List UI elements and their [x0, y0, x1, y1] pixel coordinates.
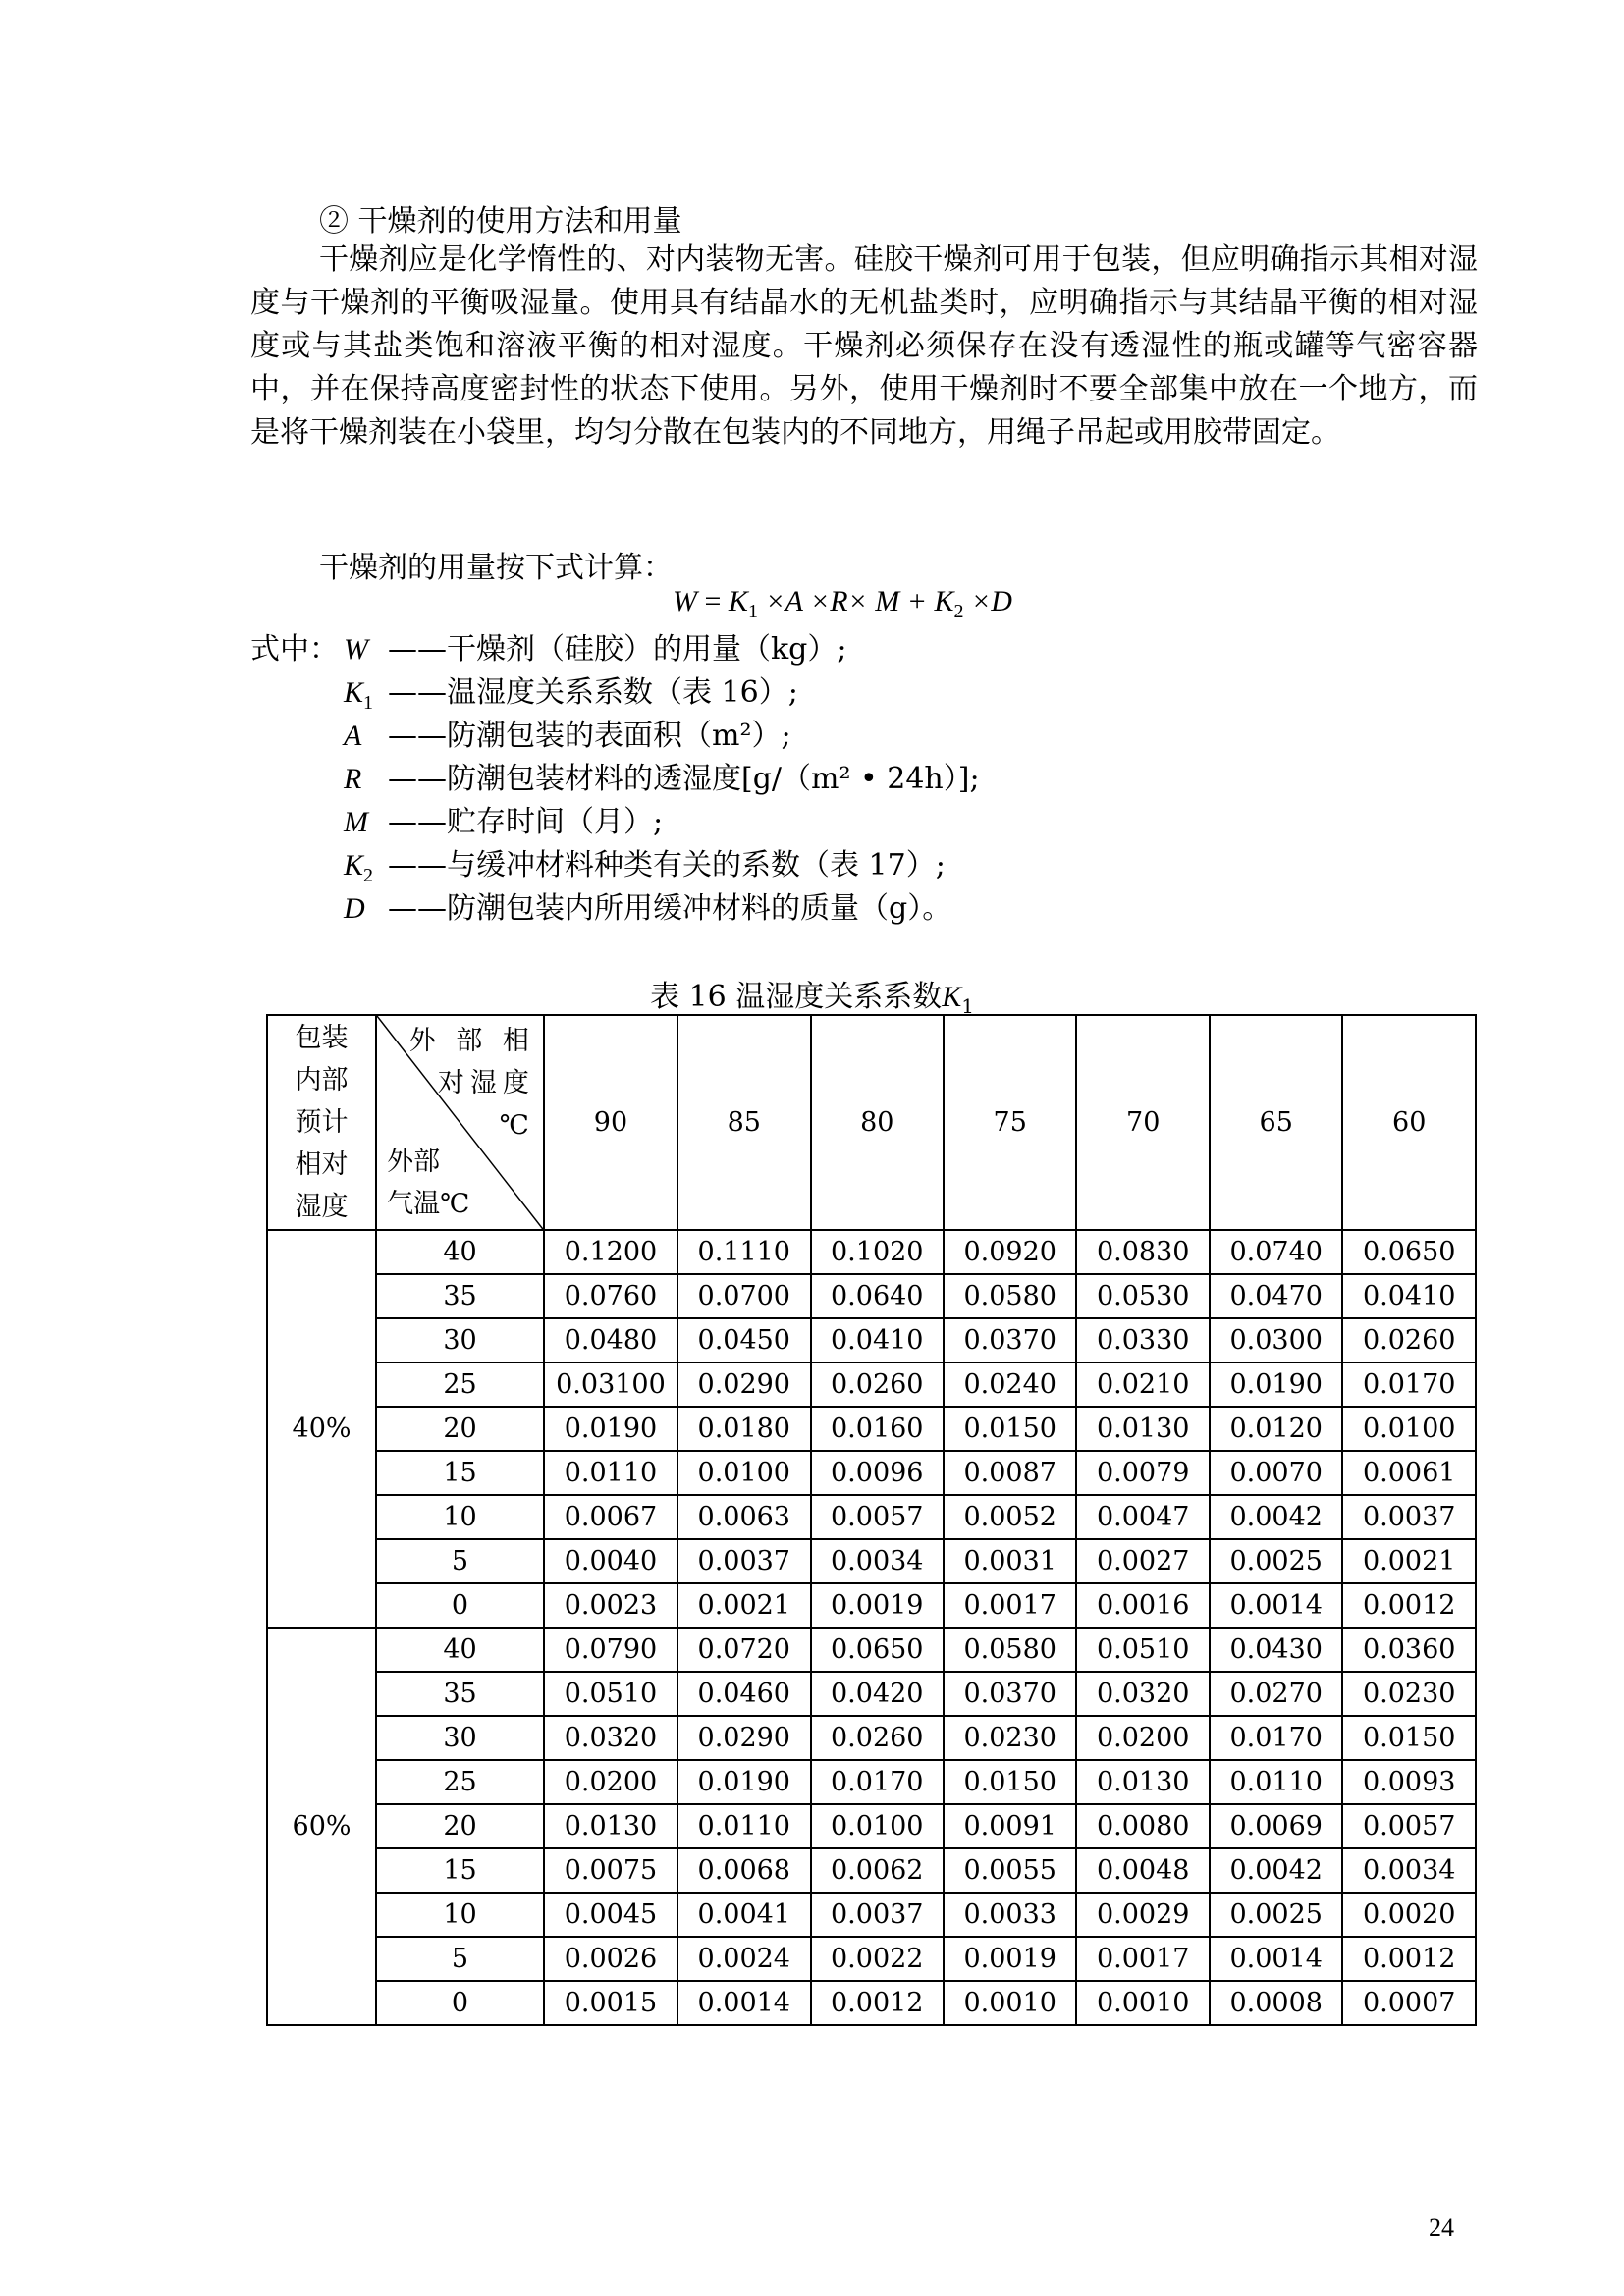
table-cell: 0.0029: [1076, 1893, 1209, 1937]
table-cell: 0.0034: [811, 1539, 944, 1583]
definition-row: [250, 671, 980, 715]
table-cell: 0.0024: [677, 1937, 810, 1981]
table-row: [267, 1848, 1476, 1893]
table-cell: 0.0830: [1076, 1230, 1209, 1274]
table-cell: 0.0037: [1342, 1495, 1476, 1539]
table-cell: 0.1200: [544, 1230, 677, 1274]
definition-lead: 式中：: [250, 632, 339, 667]
table-cell: 0.0270: [1210, 1672, 1342, 1716]
table-cell: 0.0460: [677, 1672, 810, 1716]
table-cell: 0.0093: [1342, 1760, 1476, 1804]
table-cell: 0.0200: [1076, 1716, 1209, 1760]
table-cell: 0.0017: [1076, 1937, 1209, 1981]
table-cell: 0.0070: [1210, 1451, 1342, 1495]
table-cell: 0.0014: [677, 1981, 810, 2025]
table-cell: 0.0017: [944, 1583, 1076, 1628]
definition-text: ——贮存时间（月）;: [388, 805, 664, 839]
table-cell: 0.1020: [811, 1230, 944, 1274]
table-cell: 0.0069: [1210, 1804, 1342, 1848]
table-cell: 0.0330: [1076, 1318, 1209, 1362]
row-temperature: 5: [376, 1539, 544, 1583]
table-cell: 0.0790: [544, 1628, 677, 1672]
table-cell: 0.0290: [677, 1362, 810, 1407]
table-cell: 0.0160: [811, 1407, 944, 1451]
table-cell: 0.0031: [944, 1539, 1076, 1583]
table-cell: 0.0580: [944, 1628, 1076, 1672]
table-cell: 0.0007: [1342, 1981, 1476, 2025]
table-row: [267, 1451, 1476, 1495]
row-temperature: 25: [376, 1362, 544, 1407]
table-cell: 0.0045: [544, 1893, 677, 1937]
definition-variable: D: [344, 892, 365, 925]
row-temperature: 30: [376, 1716, 544, 1760]
table-cell: 0.0110: [1210, 1760, 1342, 1804]
row-temperature: 35: [376, 1274, 544, 1318]
table-cell: 0.0320: [544, 1716, 677, 1760]
column-header-humidity: 70: [1076, 1015, 1209, 1230]
table-cell: 0.0720: [677, 1628, 810, 1672]
table-row: [267, 1628, 1476, 1672]
table-cell: 0.0190: [677, 1760, 810, 1804]
table-row: [267, 1937, 1476, 1981]
table-cell: 0.0650: [1342, 1230, 1476, 1274]
table-row: [267, 1760, 1476, 1804]
calculation-intro: 干燥剂的用量按下式计算：: [319, 551, 673, 585]
table-cell: 0.0087: [944, 1451, 1076, 1495]
table-cell: 0.0370: [944, 1672, 1076, 1716]
table-row: [267, 1274, 1476, 1318]
table-cell: 0.0130: [1076, 1760, 1209, 1804]
table-cell: 0.0760: [544, 1274, 677, 1318]
table-cell: 0.0410: [811, 1318, 944, 1362]
table-cell: 0.0650: [811, 1628, 944, 1672]
definition-row: [250, 628, 980, 671]
header-outer-temperature: 外部 气温℃: [387, 1147, 470, 1219]
column-header-humidity: 90: [544, 1015, 677, 1230]
table-cell: 0.0012: [1342, 1583, 1476, 1628]
table-cell: 0.0091: [944, 1804, 1076, 1848]
table-cell: 0.0740: [1210, 1230, 1342, 1274]
header-diagonal-cell: [376, 1015, 544, 1230]
table-cell: 0.0068: [677, 1848, 810, 1893]
group-label-humidity: 40%: [267, 1230, 376, 1628]
column-header-humidity: 80: [811, 1015, 944, 1230]
table-row: [267, 1716, 1476, 1760]
coefficient-table: [266, 1014, 1477, 2026]
table-cell: 0.0920: [944, 1230, 1076, 1274]
table-cell: 0.0260: [811, 1716, 944, 1760]
table-cell: 0.0037: [811, 1893, 944, 1937]
body-paragraph: 干燥剂应是化学惰性的、对内装物无害。硅胶干燥剂可用于包装，但应明确指示其相对湿度与干燥剂的平衡吸湿量。使用具有结晶水的无机盐类时，应明确指示与其结晶平衡的相对湿度或与其盐类饱和溶液平衡的相对湿度。干燥剂必须保存在没有透湿性的瓶或罐等气密容器中，并在保持高度密封性的状态下使用。另外，使用干燥剂时不要全部集中放在一个地方，而是将干燥剂装在小袋里，均匀分散在包装内的不同地方，用绳子吊起或用胶带固定。: [250, 242, 1478, 450]
table-cell: 0.0300: [1210, 1318, 1342, 1362]
table-cell: 0.0057: [1342, 1804, 1476, 1848]
table-cell: 0.0020: [1342, 1893, 1476, 1937]
table-cell: 0.0061: [1342, 1451, 1476, 1495]
table-cell: 0.0260: [1342, 1318, 1476, 1362]
table-cell: 0.0130: [544, 1804, 677, 1848]
table-cell: 0.0510: [1076, 1628, 1209, 1672]
table-cell: 0.0360: [1342, 1628, 1476, 1672]
row-temperature: 20: [376, 1804, 544, 1848]
table-cell: 0.0022: [811, 1937, 944, 1981]
table-cell: 0.0170: [811, 1760, 944, 1804]
table-cell: 0.0420: [811, 1672, 944, 1716]
definition-row: [250, 715, 980, 758]
table-cell: 0.0023: [544, 1583, 677, 1628]
table-cell: 0.0010: [944, 1981, 1076, 2025]
table-cell: 0.0150: [944, 1407, 1076, 1451]
row-temperature: 10: [376, 1495, 544, 1539]
formula: $W = K_1 \times A \times R\times M + K_2 \times D$: [673, 585, 1012, 622]
table-caption: 表 16 温湿度关系系数$K_1$: [650, 980, 974, 1018]
table-cell: 0.0110: [677, 1804, 810, 1848]
table-cell: 0.0008: [1210, 1981, 1342, 2025]
table-cell: 0.0041: [677, 1893, 810, 1937]
row-temperature: 10: [376, 1893, 544, 1937]
table-cell: 0.0047: [1076, 1495, 1209, 1539]
table-cell: 0.0100: [1342, 1407, 1476, 1451]
table-cell: 0.0079: [1076, 1451, 1209, 1495]
definition-text: ——干燥剂（硅胶）的用量（kg）;: [388, 632, 847, 667]
column-header-humidity: 75: [944, 1015, 1076, 1230]
table-cell: 0.0470: [1210, 1274, 1342, 1318]
table-cell: 0.0530: [1076, 1274, 1209, 1318]
definition-variable: $K_2$: [344, 849, 374, 886]
table-row: [267, 1318, 1476, 1362]
table-cell: 0.0021: [1342, 1539, 1476, 1583]
variable-definitions: [250, 628, 980, 931]
definition-variable: A: [344, 720, 362, 752]
table-cell: 0.0012: [1342, 1937, 1476, 1981]
table-cell: 0.0025: [1210, 1893, 1342, 1937]
definition-variable: W: [344, 633, 368, 666]
table-cell: 0.0015: [544, 1981, 677, 2025]
table-cell: 0.0100: [677, 1451, 810, 1495]
table-cell: 0.0150: [1342, 1716, 1476, 1760]
definition-text: ——与缓冲材料种类有关的系数（表 17）;: [388, 848, 946, 882]
table-cell: 0.0170: [1342, 1362, 1476, 1407]
table-cell: 0.1110: [677, 1230, 810, 1274]
table-cell: 0.0096: [811, 1451, 944, 1495]
row-temperature: 35: [376, 1672, 544, 1716]
table-cell: 0.0014: [1210, 1937, 1342, 1981]
table-header-row: [267, 1015, 1476, 1230]
definition-variable: R: [344, 763, 362, 795]
table-cell: 0.0370: [944, 1318, 1076, 1362]
group-label-humidity: 60%: [267, 1628, 376, 2025]
table-cell: 0.0480: [544, 1318, 677, 1362]
table-row: [267, 1539, 1476, 1583]
table-cell: 0.0410: [1342, 1274, 1476, 1318]
table-cell: 0.0033: [944, 1893, 1076, 1937]
table-cell: 0.0057: [811, 1495, 944, 1539]
table-cell: 0.0320: [1076, 1672, 1209, 1716]
table-cell: 0.0080: [1076, 1804, 1209, 1848]
row-temperature: 20: [376, 1407, 544, 1451]
header-outer-humidity: 外 部 相 对湿度 ℃: [408, 1026, 535, 1141]
table-cell: 0.0110: [544, 1451, 677, 1495]
page-number: 24: [1429, 2214, 1454, 2242]
header-inner-humidity: 包装 内部 预计 相对 湿度: [267, 1015, 376, 1230]
table-row: [267, 1230, 1476, 1274]
table-cell: 0.0027: [1076, 1539, 1209, 1583]
table-cell: 0.0010: [1076, 1981, 1209, 2025]
definition-row: [250, 887, 980, 931]
table-cell: 0.0025: [1210, 1539, 1342, 1583]
table-cell: 0.0200: [544, 1760, 677, 1804]
definition-text: ——温湿度关系系数（表 16）;: [388, 675, 798, 710]
definition-row: [250, 801, 980, 844]
table-row: [267, 1981, 1476, 2025]
row-temperature: 15: [376, 1848, 544, 1893]
definition-row: [250, 758, 980, 801]
table-cell: 0.0055: [944, 1848, 1076, 1893]
table-cell: 0.0016: [1076, 1583, 1209, 1628]
table-cell: 0.0260: [811, 1362, 944, 1407]
table-cell: 0.0048: [1076, 1848, 1209, 1893]
definition-variable: M: [344, 806, 368, 838]
table-cell: 0.0510: [544, 1672, 677, 1716]
table-cell: 0.0120: [1210, 1407, 1342, 1451]
table-row: [267, 1495, 1476, 1539]
table-cell: 0.0580: [944, 1274, 1076, 1318]
table-cell: 0.0700: [677, 1274, 810, 1318]
table-cell: 0.0150: [944, 1760, 1076, 1804]
table-cell: 0.0063: [677, 1495, 810, 1539]
table-cell: 0.0075: [544, 1848, 677, 1893]
definition-text: ——防潮包装材料的透湿度[g/（m² • 24h）];: [388, 762, 980, 796]
table-cell: 0.0100: [811, 1804, 944, 1848]
table-cell: 0.0037: [677, 1539, 810, 1583]
column-header-humidity: 85: [677, 1015, 810, 1230]
table-cell: 0.0430: [1210, 1628, 1342, 1672]
table-row: [267, 1893, 1476, 1937]
table-cell: 0.0130: [1076, 1407, 1209, 1451]
table-row: [267, 1672, 1476, 1716]
table-cell: 0.0230: [1342, 1672, 1476, 1716]
table-row: [267, 1583, 1476, 1628]
table-cell: 0.0170: [1210, 1716, 1342, 1760]
row-temperature: 15: [376, 1451, 544, 1495]
column-header-humidity: 60: [1342, 1015, 1476, 1230]
table-cell: 0.0230: [944, 1716, 1076, 1760]
row-temperature: 5: [376, 1937, 544, 1981]
column-header-humidity: 65: [1210, 1015, 1342, 1230]
row-temperature: 0: [376, 1583, 544, 1628]
table-cell: 0.0019: [811, 1583, 944, 1628]
table-cell: 0.0640: [811, 1274, 944, 1318]
row-temperature: 0: [376, 1981, 544, 2025]
definition-text: ——防潮包装内所用缓冲材料的质量（g）。: [388, 891, 952, 926]
table-cell: 0.0067: [544, 1495, 677, 1539]
table-cell: 0.0062: [811, 1848, 944, 1893]
row-temperature: 40: [376, 1628, 544, 1672]
table-cell: 0.0019: [944, 1937, 1076, 1981]
table-cell: 0.0290: [677, 1716, 810, 1760]
definition-variable: $K_1$: [344, 676, 374, 714]
table-cell: 0.03100: [544, 1362, 677, 1407]
row-temperature: 30: [376, 1318, 544, 1362]
table-cell: 0.0450: [677, 1318, 810, 1362]
row-temperature: 40: [376, 1230, 544, 1274]
table-row: [267, 1407, 1476, 1451]
table-cell: 0.0021: [677, 1583, 810, 1628]
table-cell: 0.0052: [944, 1495, 1076, 1539]
table-cell: 0.0040: [544, 1539, 677, 1583]
row-temperature: 25: [376, 1760, 544, 1804]
table-row: [267, 1804, 1476, 1848]
table-cell: 0.0026: [544, 1937, 677, 1981]
table-cell: 0.0042: [1210, 1495, 1342, 1539]
table-cell: 0.0180: [677, 1407, 810, 1451]
table-cell: 0.0014: [1210, 1583, 1342, 1628]
definition-row: [250, 844, 980, 887]
table-row: [267, 1362, 1476, 1407]
table-cell: 0.0240: [944, 1362, 1076, 1407]
definition-text: ——防潮包装的表面积（m²）;: [388, 719, 791, 753]
table-cell: 0.0012: [811, 1981, 944, 2025]
section-heading: ② 干燥剂的使用方法和用量: [319, 204, 682, 239]
table-cell: 0.0190: [1210, 1362, 1342, 1407]
table-cell: 0.0034: [1342, 1848, 1476, 1893]
table-cell: 0.0210: [1076, 1362, 1209, 1407]
table-cell: 0.0042: [1210, 1848, 1342, 1893]
table-cell: 0.0190: [544, 1407, 677, 1451]
